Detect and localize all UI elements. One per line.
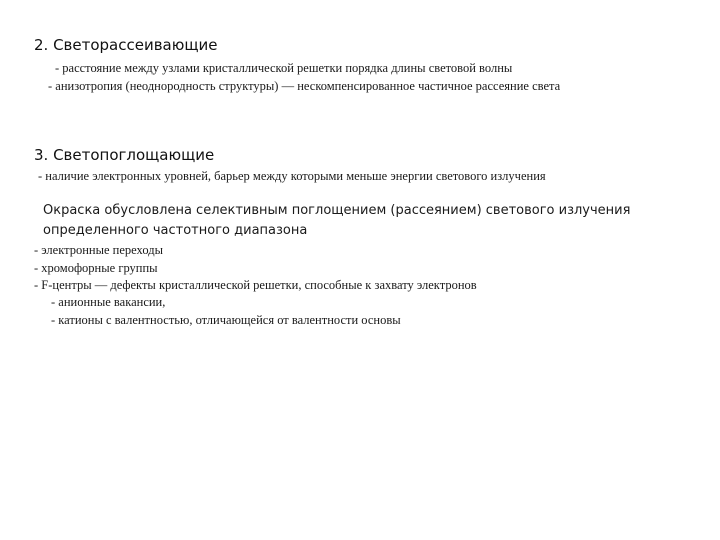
section-2-item-2: - анизотропия (неоднородность структуры) — нескомпенсированное частичное рассеяние света [48,79,561,93]
cause-item-1: - электронные переходы [34,243,163,257]
cause-item-3: - F-центры — дефекты кристаллической решетки, способные к захвату электронов [34,278,477,292]
subcause-item-1: - анионные вакансии, [51,295,166,309]
subcause-item-2: - катионы с валентностью, отличающейся от валентности основы [51,313,401,327]
coloration-note-line-1: Окраска обусловлена селективным поглощением (рассеянием) светового излучения [43,203,631,218]
section-3-heading: 3. Светопоглощающие [34,146,215,164]
cause-item-2: - хромофорные группы [34,261,158,275]
coloration-note-line-2: определенного частотного диапазона [43,223,308,238]
section-2-heading: 2. Светорассеивающие [34,36,218,54]
section-2-item-1: - расстояние между узлами кристаллической решетки порядка длины световой волны [55,61,513,75]
section-3-item-1: - наличие электронных уровней, барьер между которыми меньше энергии светового излучения [38,169,546,183]
